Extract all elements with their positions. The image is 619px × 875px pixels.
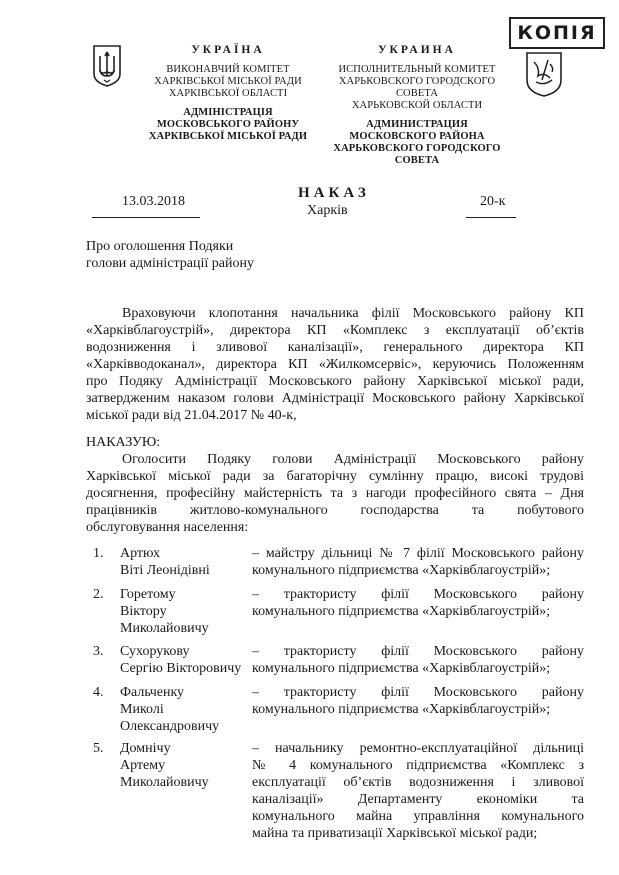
desc-line: комунального підприємства «Харківблагоустрій»; bbox=[252, 661, 551, 676]
committee-ru-line2: ХАРЬКОВСКОГО ГОРОДСКОГО СОВЕТА bbox=[338, 76, 496, 99]
name-line: Миколайовичу bbox=[120, 775, 209, 790]
item-position bbox=[252, 586, 584, 620]
name-line: Сергію Вікторовичу bbox=[120, 661, 242, 676]
country-ua: УКРАЇНА bbox=[191, 44, 265, 56]
kharkiv-emblem-icon bbox=[524, 50, 564, 98]
item-person-name bbox=[120, 643, 255, 677]
name-line: Віктору bbox=[120, 604, 167, 619]
committee-ua-line2: ХАРКІВСЬКОЇ МІСЬКОЇ РАДИ bbox=[154, 76, 302, 87]
name-line: Горетому bbox=[120, 587, 176, 602]
header-left bbox=[148, 44, 308, 143]
order-title: НАКАЗ bbox=[298, 185, 370, 201]
preamble-line: Враховуючи клопотання начальника філії Московського району КП bbox=[122, 306, 584, 321]
name-line: Олександровичу bbox=[120, 719, 220, 734]
item-number: 5. bbox=[93, 741, 104, 756]
number-underline bbox=[466, 217, 516, 218]
item-person-name bbox=[120, 740, 252, 791]
admin-ru-line2: МОСКОВСКОГО РАЙОНА bbox=[349, 131, 485, 142]
item-position bbox=[252, 684, 584, 718]
committee-ua-line1: ВИКОНАВЧИЙ КОМІТЕТ bbox=[166, 64, 290, 75]
admin-ua-line3: ХАРКІВСЬКОЇ МІСЬКОЇ РАДИ bbox=[148, 131, 308, 142]
decree-paragraph bbox=[86, 451, 584, 536]
admin-ru-line3: ХАРЬКОВСКОГО ГОРОДСКОГО СОВЕТА bbox=[333, 143, 501, 166]
desc-line: – майстру дільниці № 7 філії Московського району bbox=[252, 546, 584, 561]
order-number: 20-к bbox=[480, 194, 506, 209]
item-number: 1. bbox=[93, 546, 104, 561]
desc-line: комунального майна управління комунального bbox=[252, 809, 584, 824]
desc-line: – начальнику ремонтно-експлуатаційної дільниці bbox=[252, 741, 584, 756]
name-line: Миколі bbox=[120, 702, 164, 717]
item-number: 4. bbox=[93, 685, 104, 700]
ukraine-trident-icon bbox=[92, 44, 122, 88]
item-position bbox=[252, 643, 584, 677]
committee-ru-line1: ИСПОЛНИТЕЛЬНЫЙ КОМИТЕТ bbox=[338, 64, 496, 75]
item-person-name bbox=[120, 684, 252, 735]
decree-line: Оголосити Подяку голови Адміністрації Московського району bbox=[122, 452, 584, 467]
subject-line1: Про оголошення Подяки bbox=[86, 239, 234, 254]
preamble-line: «Харківводоканал», директора КП «Жилкомсервіс», керуючись Положенням bbox=[86, 357, 584, 372]
item-position bbox=[252, 545, 584, 579]
item-person-name bbox=[120, 545, 252, 579]
committee-ru-line3: ХАРЬКОВСКОЙ ОБЛАСТИ bbox=[351, 100, 483, 111]
subject-line2: голови адміністрації району bbox=[86, 256, 254, 271]
date-underline bbox=[92, 217, 200, 218]
header-right bbox=[322, 44, 512, 167]
name-line: Артему bbox=[120, 758, 166, 773]
desc-line: комунального підприємства «Харківблагоустрій»; bbox=[252, 563, 551, 578]
copy-stamp: КОПІЯ bbox=[509, 17, 605, 49]
preamble-line: міської ради від 21.04.2017 № 40-к, bbox=[86, 408, 297, 423]
name-line: Артюх bbox=[120, 546, 160, 561]
preamble-line: «Харківблагоустрій», директора КП «Комплекс з експлуатації об’єктів bbox=[86, 323, 584, 338]
order-city: Харків bbox=[307, 203, 348, 218]
desc-line: – трактористу філії Московського району bbox=[252, 644, 584, 659]
item-position bbox=[252, 740, 584, 842]
name-line: Сухорукову bbox=[120, 644, 190, 659]
desc-line: – трактористу філії Московського району bbox=[252, 685, 584, 700]
decree-line: Харківської міської ради за багаторічну сумлінну працю, високі трудові bbox=[86, 469, 584, 484]
preamble-paragraph bbox=[86, 305, 584, 424]
committee-ua-line3: ХАРКІВСЬКОЇ ОБЛАСТІ bbox=[168, 88, 288, 99]
desc-line: № 4 комунального підприємства «Комплекс з bbox=[252, 758, 584, 773]
admin-ua-line1: АДМІНІСТРАЦІЯ bbox=[183, 107, 273, 118]
country-ru: УКРАИНА bbox=[378, 44, 456, 56]
desc-line: каналізації» Департаменту економіки та bbox=[252, 792, 584, 807]
decree-line: досягнення, професійну майстерність та з нагоди професійного свята – Дня bbox=[86, 486, 584, 501]
admin-ua-line2: МОСКОВСЬКОГО РАЙОНУ bbox=[156, 119, 300, 130]
order-date: 13.03.2018 bbox=[122, 194, 185, 209]
name-line: Домнічу bbox=[120, 741, 171, 756]
desc-line: комунального підприємства «Харківблагоустрій»; bbox=[252, 604, 551, 619]
item-person-name bbox=[120, 586, 252, 637]
decree-line: обслуговування населення: bbox=[86, 520, 249, 535]
desc-line: комунального підприємства «Харківблагоустрій»; bbox=[252, 702, 551, 717]
admin-ru-line1: АДМИНИСТРАЦИЯ bbox=[366, 119, 468, 130]
name-line: Миколайовичу bbox=[120, 621, 209, 636]
preamble-line: водозниження і зливової каналізації», генерального директора КП bbox=[86, 340, 584, 355]
preamble-line: про Подяку Адміністрації Московського району Харківської міської ради, bbox=[86, 374, 584, 389]
decree-line: працівників житлово-комунального господарства та побутового bbox=[86, 503, 584, 518]
subject bbox=[86, 238, 346, 272]
name-line: Фальченку bbox=[120, 685, 185, 700]
item-number: 2. bbox=[93, 587, 104, 602]
preamble-line: затвердженим наказом голови Адміністрації Московського району Харківської bbox=[86, 391, 584, 406]
item-number: 3. bbox=[93, 644, 104, 659]
order-word: НАКАЗУЮ: bbox=[86, 435, 161, 450]
desc-line: експлуатації об’єктів водозниження і зливової bbox=[252, 775, 584, 790]
name-line: Віті Леонідівні bbox=[120, 563, 210, 578]
desc-line: – трактористу філії Московського району bbox=[252, 587, 584, 602]
desc-line: майна та приватизації Харківської міської ради; bbox=[252, 826, 538, 841]
